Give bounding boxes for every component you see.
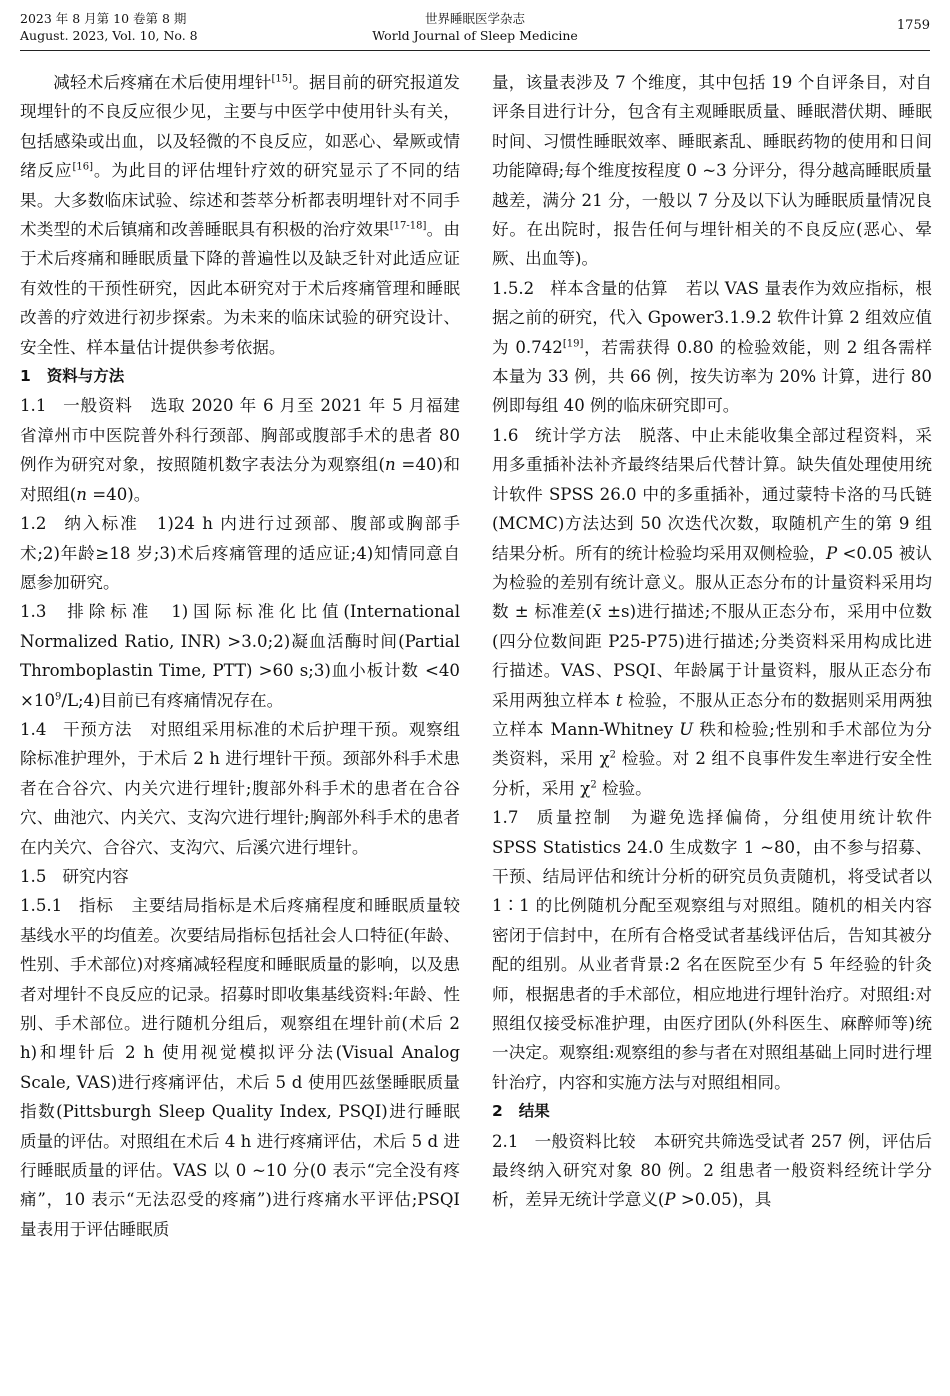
citation[interactable]: [17-18] xyxy=(389,220,427,232)
subsection-sample-size: 1.5.2 样本含量的估算 若以 VAS 量表作为效应指标，根据之前的研究，代入 Gpower3.1.9.2 软件计算 2 组效应值为 0.742[19]，若需获得 0.80 的检验效能，则 2 组各需样本量为 33 例，共 66 例，按失访率为 20% 计算，进行 80 例即每组 40 例的临床研究即可。 xyxy=(492,278,932,416)
citation[interactable]: [16] xyxy=(72,161,93,173)
citation[interactable]: [19] xyxy=(562,338,584,350)
section-heading-methods: 1 资料与方法 xyxy=(20,367,125,386)
subsection-exclusion-criteria: 1.3 排除标准 1)国际标准化比值(International Normalized Ratio, INR) >3.0;2)凝血活酶时间(Partial Thromboplastin Time, PTT) >60 s;3)血小板计数 $<40 \times 10^9/L;4$)目前已有疼痛情况存在。 xyxy=(20,602,461,710)
subsection-general-comparison: 2.1 一般资料比较 本研究共筛选受试者 257 例，评估后最终纳入研究对象 80 例。2 组患者一般资料经统计学分析，差异无统计学意义(P >0.05)，具 xyxy=(492,1131,932,1210)
journal-title xyxy=(20,10,930,44)
subsection-inclusion-criteria: 1.2 纳入标准 1)24 h 内进行过颈部、腹部或胸部手术;2)年龄≥18 岁;3)术后疼痛管理的适应证;4)知情同意自愿参加研究。 xyxy=(20,514,461,592)
paragraph-psqi-continued: 量，该量表涉及 7 个维度，其中包括 19 个自评条目，对自评条目进行计分，包含有主观睡眠质量、睡眠潜伏期、睡眠时间、习惯性睡眠效率、睡眠紊乱、睡眠药物的使用和日间功能障碍;每个维度按程度 0 ~3 分评分，得分越高睡眠质量越差，满分 21 分，一般以 7 分及以下认为睡眠质量情况良好。在出院时，报告任何与埋针相关的不良反应(恶心、晕厥、出血等)。 xyxy=(492,73,932,269)
subsection-statistics: 1.6 统计学方法 脱落、中止未能收集全部过程资料，采用多重插补法补齐最终结果后代替计算。缺失值处理使用统计软件 SPSS 26.0 中的多重插补，通过蒙特卡洛的马氏链(MCMC)方法达到 50 次迭代次数，取随机产生的第 9 组结果分析。所有的统计检验均采用双侧检验，P <0.05 被认为检验的差别有统计意义。服从正态分布的计量资料采用均数 ± 标准差(x̄ ±s)进行描述;不服从正态分布，采用中位数(四分位数间距 P25-P75)进行描述;分类资料采用构成比进行描述。VAS、PSQI、年龄属于计量资料，服从正态分布采用两独立样本 t 检验，不服从正态分布的数据则采用两独立样本 Mann-Whitney U 秩和检验;性别和手术部位为分类资料，采用 $\chi^2$ 检验。对 2 组不良事件发生率进行安全性分析，采用 $\chi^2$ 检验。 xyxy=(492,425,933,798)
subsection-general-data: 1.1 一般资料 选取 2020 年 6 月至 2021 年 5 月福建省漳州市中医院普外科行颈部、胸部或腹部手术的患者 80 例作为研究对象，按照随机数字表法分为观察组(n =40)和对照组(n =40)。 xyxy=(20,396,460,504)
issue-date-cn: 2023 年 8 月第 10 卷第 8 期 xyxy=(20,11,187,26)
header-divider xyxy=(20,50,930,51)
subsection-quality-control: 1.7 质量控制 为避免选择偏倚，分组使用统计软件 SPSS Statistics 24.0 生成数字 1 ~80，由不参与招募、干预、结局评估和统计分析的研究员负责随机，将受试者以 1∶1 的比例随机分配至观察组与对照组。随机的相关内容密闭于信封中，在所有合格受试者基线评估后，告知其被分配的组别。从业者背景:2 名在医院至少有 5 年经验的针灸师，根据患者的手术部位，相应地进行埋针治疗。对照组:对照组仅接受标准护理，由医疗团队(外科医生、麻醉师等)统一决定。观察组:观察组的参与者在对照组基础上同时进行埋针治疗，内容和实施方法与对照组相同。 xyxy=(492,808,933,1092)
section-heading-results: 2 结果 xyxy=(492,1102,550,1121)
right-column xyxy=(492,68,932,1215)
left-column xyxy=(20,68,460,1244)
page-number: 1759 xyxy=(896,18,930,33)
subsection-indicators: 1.5.1 指标 主要结局指标是术后疼痛程度和睡眠质量较基线水平的均值差。次要结局指标包括社会人口特征(年龄、性别、手术部位)对疼痛减轻程度和睡眠质量的影响，以及患者对埋针不良反应的记录。招募时即收集基线资料:年龄、性别、手术部位。进行随机分组后，观察组在埋针前(术后 2 h)和埋针后 2 h 使用视觉模拟评分法(Visual Analog Scale, VAS)进行疼痛评估，术后 5 d 使用匹兹堡睡眠质量指数(Pittsburgh Sleep Quality Index, PSQI)进行睡眠质量的评估。对照组在术后 4 h 进行疼痛评估，术后 5 d 进行睡眠质量的评估。VAS 以 0 ~10 分(0 表示“完全没有疼痛”，10 表示“无法忍受的疼痛”)进行疼痛水平评估;PSQI 量表用于评估睡眠质 xyxy=(20,896,461,1239)
subsection-research-content: 1.5 研究内容 xyxy=(20,866,129,886)
issue-date-en: August. 2023, Vol. 10, No. 8 xyxy=(20,28,198,43)
journal-title-en: World Journal of Sleep Medicine xyxy=(372,28,578,43)
citation[interactable]: [15] xyxy=(271,73,293,85)
running-header xyxy=(20,6,930,50)
subsection-intervention: 1.4 干预方法 对照组采用标准的术后护理干预。观察组除标准护理外，于术后 2 h 进行埋针干预。颈部外科手术患者在合谷穴、内关穴进行埋针;腹部外科手术的患者在合谷穴、曲池穴、内关穴、支沟穴进行埋针;胸部外科手术的患者在内关穴、合谷穴、支沟穴、后溪穴进行埋针。 xyxy=(20,719,461,857)
journal-title-cn: 世界睡眠医学杂志 xyxy=(424,11,525,26)
intro-paragraph: 减轻术后疼痛在术后使用埋针[15]。据目前的研究报道发现埋针的不良反应很少见，主要与中医学中使用针头有关，包括感染或出血，以及轻微的不良反应，如恶心、晕厥或情绪反应[16]。为此目的评估埋针疗效的研究显示了不同的结果。大多数临床试验、综述和荟萃分析都表明埋针对不同手术类型的术后镇痛和改善睡眠具有积极的治疗效果[17-18]。由于术后疼痛和睡眠质量下降的普遍性以及缺乏针对此适应证有效性的干预性研究，因此本研究对于术后疼痛管理和睡眠改善的疗效进行初步探索。为未来的临床试验的研究设计、安全性、样本量估计提供参考依据。 xyxy=(20,73,461,357)
